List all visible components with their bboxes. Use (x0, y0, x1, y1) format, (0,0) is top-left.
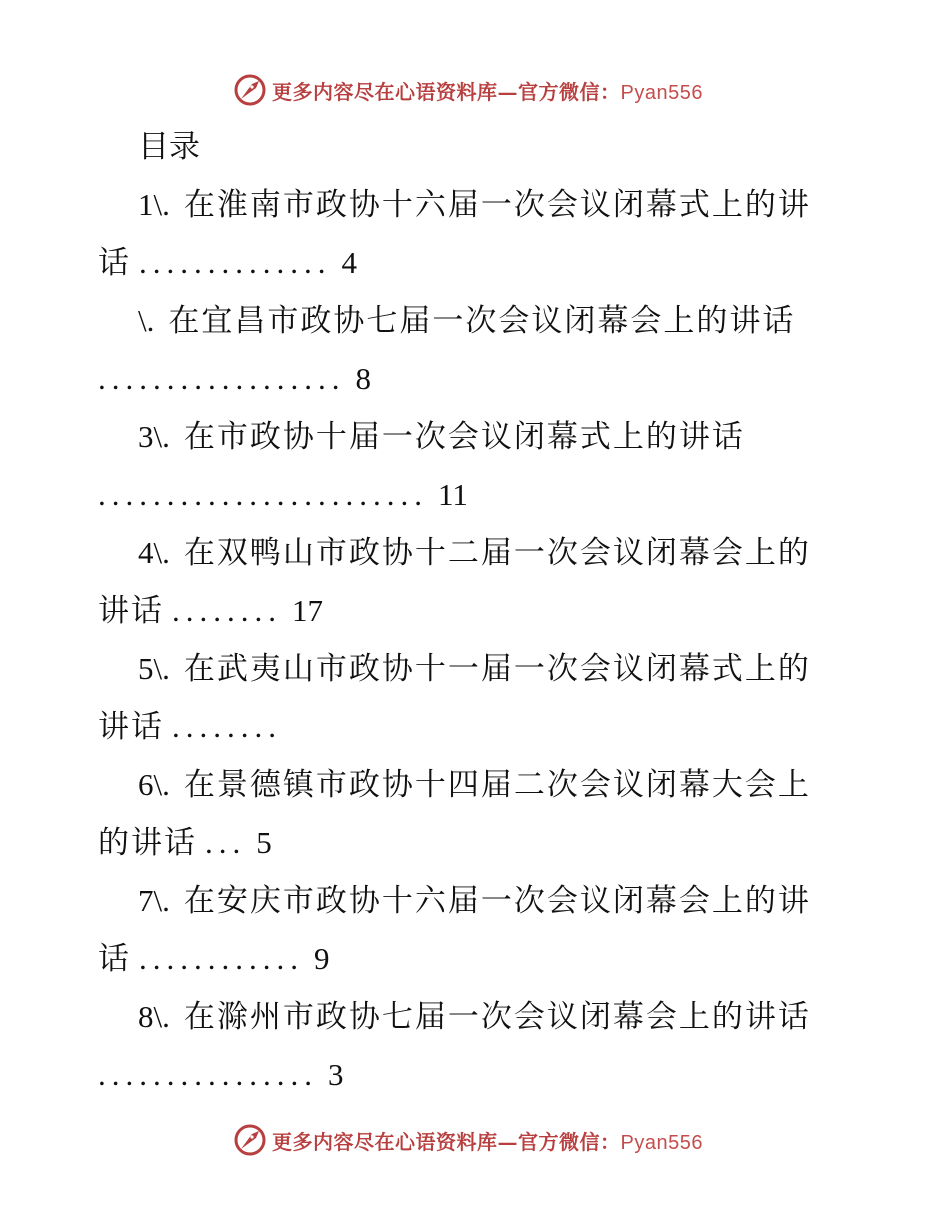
toc-page-number: 17 (292, 593, 323, 628)
toc-entry-leader-line (98, 930, 858, 988)
toc-entry-number: 4\. (138, 535, 170, 570)
toc-leader-dots: ............ (139, 941, 304, 976)
toc-entry-title-continued: 讲话 (98, 593, 164, 629)
toc-entry-title: 在宜昌市政协七届一次会议闭幕会上的讲话 (168, 303, 796, 339)
toc-entry-title: 在武夷山市政协十一届一次会议闭幕式上的 (183, 651, 811, 687)
toc-entry-number: 6\. (138, 767, 170, 802)
toc-entries (98, 176, 858, 1104)
toc-entry-heading (98, 292, 858, 350)
toc-entry-heading (98, 176, 858, 234)
toc-entry[interactable] (98, 408, 858, 524)
toc-entry-number: 8\. (138, 999, 170, 1034)
toc-entry-title-continued: 的讲话 (98, 825, 197, 861)
toc-entry-leader-line (98, 350, 858, 408)
toc-page-number: 8 (355, 361, 371, 396)
toc-entry-number: 3\. (138, 419, 170, 454)
toc-entry-title-continued: 讲话 (98, 709, 164, 745)
toc-entry-title: 在淮南市政协十六届一次会议闭幕式上的讲 (183, 187, 811, 223)
toc-page-number: 5 (256, 825, 272, 860)
toc-entry-number: 5\. (138, 651, 170, 686)
toc-entry[interactable] (98, 640, 858, 756)
toc-entry-number: 1\. (138, 187, 170, 222)
banner-text: 更多内容尽在心语资料库—官方微信：Pyan556 (272, 1129, 703, 1154)
table-of-contents (98, 118, 858, 1104)
toc-entry-leader-line (98, 1046, 858, 1104)
pen-nib-logo-icon (232, 1122, 268, 1158)
toc-entry-heading (98, 988, 858, 1046)
toc-page-number: 3 (328, 1057, 344, 1092)
toc-entry-title-continued: 话 (98, 245, 131, 281)
toc-entry-title: 在市政协十届一次会议闭幕式上的讲话 (183, 419, 745, 455)
header-banner (232, 70, 703, 110)
toc-entry[interactable] (98, 292, 858, 408)
toc-entry-heading (98, 872, 858, 930)
toc-page-number: 4 (341, 245, 357, 280)
toc-entry-title: 在双鸭山市政协十二届一次会议闭幕会上的 (183, 535, 811, 571)
toc-leader-dots: ........ (172, 709, 282, 744)
wechat-id: Pyan556 (620, 81, 703, 104)
toc-leader-dots: .............. (139, 245, 332, 280)
toc-entry-leader-line (98, 698, 858, 756)
pen-nib-logo-icon (232, 72, 268, 108)
toc-entry-title-continued: 话 (98, 941, 131, 977)
toc-entry[interactable] (98, 756, 858, 872)
banner-text: 更多内容尽在心语资料库—官方微信：Pyan556 (272, 79, 703, 104)
wechat-id: Pyan556 (620, 1131, 703, 1154)
toc-entry-title: 在安庆市政协十六届一次会议闭幕会上的讲 (183, 883, 811, 919)
toc-leader-dots: ................ (98, 1057, 318, 1092)
toc-entry-leader-line (98, 814, 858, 872)
toc-entry[interactable] (98, 988, 858, 1104)
toc-page-number: 11 (438, 477, 468, 512)
toc-title: 目录 (138, 129, 200, 165)
toc-entry-heading (98, 408, 858, 466)
toc-entry-leader-line (98, 466, 858, 524)
toc-entry[interactable] (98, 872, 858, 988)
toc-entry-heading (98, 640, 858, 698)
toc-leader-dots: ... (205, 825, 247, 860)
footer-banner (232, 1120, 703, 1160)
toc-entry-leader-line (98, 582, 858, 640)
toc-leader-dots: ........................ (98, 477, 428, 512)
toc-page-number: 9 (314, 941, 330, 976)
toc-entry-heading (98, 524, 858, 582)
toc-entry-title: 在景德镇市政协十四届二次会议闭幕大会上 (183, 767, 811, 803)
toc-entry-number: \. (138, 303, 155, 338)
toc-entry-leader-line (98, 234, 858, 292)
toc-entry[interactable] (98, 524, 858, 640)
toc-leader-dots: ........ (172, 593, 282, 628)
toc-entry[interactable] (98, 176, 858, 292)
toc-entry-heading (98, 756, 858, 814)
toc-entry-number: 7\. (138, 883, 170, 918)
toc-leader-dots: .................. (98, 361, 346, 396)
toc-entry-title: 在滁州市政协七届一次会议闭幕会上的讲话 (183, 999, 811, 1035)
